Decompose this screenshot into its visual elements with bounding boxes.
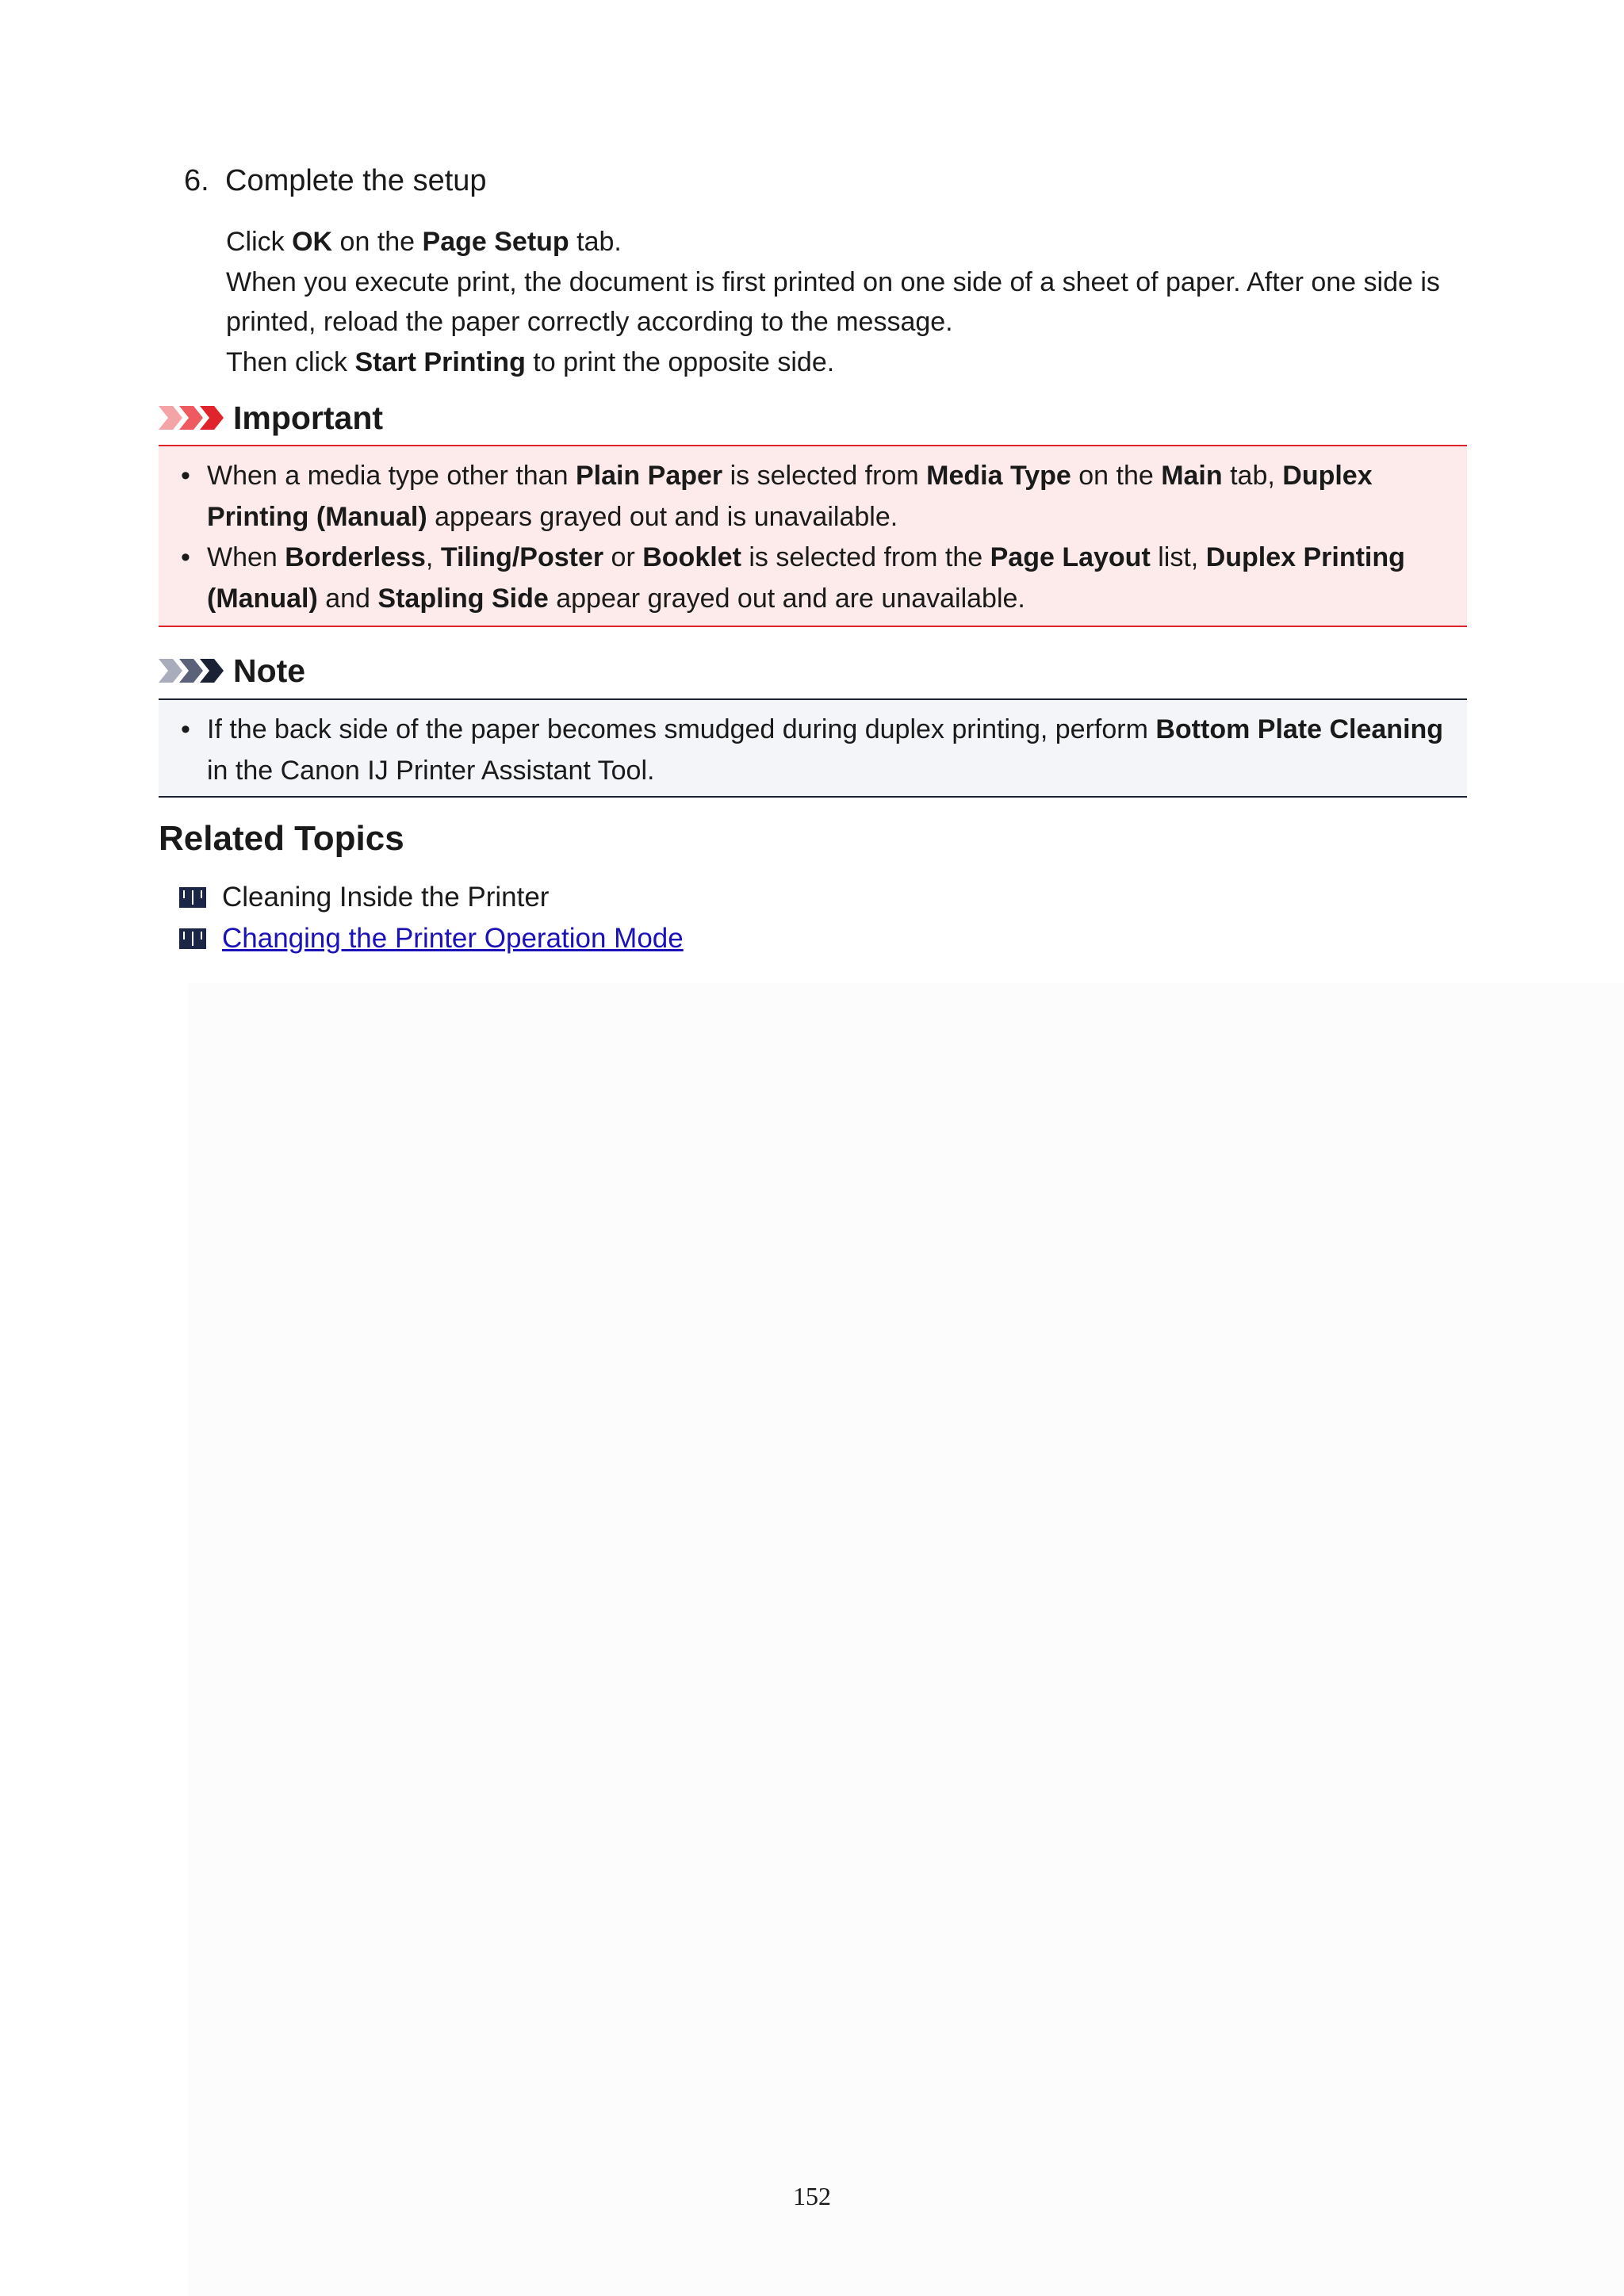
text: or bbox=[603, 542, 643, 572]
text: , bbox=[425, 542, 441, 572]
note-heading bbox=[159, 649, 305, 693]
step-body bbox=[226, 222, 1463, 382]
list-item bbox=[159, 456, 1467, 538]
text: tab, bbox=[1222, 461, 1283, 491]
list-item bbox=[159, 710, 1467, 791]
bold-term: Duplex Printing (Manual) bbox=[207, 461, 1373, 532]
related-topics-list bbox=[179, 877, 684, 959]
bold-term: Borderless bbox=[285, 542, 426, 572]
note-title: Note bbox=[233, 652, 306, 689]
bold-term: Bottom Plate Cleaning bbox=[1155, 714, 1444, 744]
text: is selected from the bbox=[741, 542, 990, 572]
text: list, bbox=[1150, 542, 1206, 572]
step-title: Complete the setup bbox=[225, 164, 487, 197]
triple-chevron-red-icon bbox=[159, 404, 224, 432]
text: tab. bbox=[569, 227, 622, 257]
step-line-2: When you execute print, the document is first printed on one side of a sheet of paper. After one side is printed, reload the paper correctly according to the message. bbox=[226, 266, 1440, 337]
important-heading bbox=[159, 396, 383, 440]
bullet: • bbox=[181, 542, 190, 572]
bullet: • bbox=[181, 714, 190, 744]
text: If the back side of the paper becomes smudged during duplex printing, perform bbox=[207, 714, 1156, 744]
book-icon bbox=[179, 928, 206, 949]
related-item-label: Cleaning Inside the Printer bbox=[222, 882, 550, 913]
note-list bbox=[159, 710, 1467, 791]
text: Click bbox=[226, 227, 293, 257]
related-item-cleaning-inside bbox=[179, 877, 684, 918]
important-box bbox=[159, 445, 1467, 627]
bold-term: Tiling/Poster bbox=[440, 542, 604, 572]
text: on the bbox=[1071, 461, 1162, 491]
note-box bbox=[159, 698, 1467, 798]
list-item bbox=[159, 538, 1467, 619]
bold-term: Plain Paper bbox=[575, 461, 723, 491]
text: appears grayed out and is unavailable. bbox=[427, 501, 898, 532]
bullet: • bbox=[181, 461, 190, 491]
important-list bbox=[159, 456, 1467, 619]
step-heading bbox=[184, 161, 487, 201]
text: is selected from bbox=[722, 461, 927, 491]
text: and bbox=[317, 583, 378, 614]
start-printing-term: Start Printing bbox=[354, 346, 526, 377]
step-number: 6. bbox=[184, 164, 209, 197]
bold-term: Main bbox=[1161, 461, 1223, 491]
bold-term: Media Type bbox=[926, 461, 1071, 491]
page-number: 152 bbox=[793, 2182, 831, 2210]
book-icon bbox=[179, 887, 206, 908]
page-background-shade bbox=[189, 983, 1624, 2296]
related-item-operation-mode[interactable] bbox=[179, 918, 684, 959]
text: to print the opposite side. bbox=[525, 346, 835, 377]
bold-term: Duplex Printing (Manual) bbox=[207, 542, 1405, 614]
related-topics-heading: Related Topics bbox=[159, 819, 404, 858]
changing-operation-mode-link[interactable]: Changing the Printer Operation Mode bbox=[222, 923, 684, 954]
bold-term: Page Layout bbox=[990, 542, 1151, 572]
page-setup-term: Page Setup bbox=[422, 227, 569, 257]
triple-chevron-navy-icon bbox=[159, 656, 224, 685]
bold-term: Booklet bbox=[642, 542, 741, 572]
step-line-3 bbox=[226, 342, 1463, 383]
step-line-1 bbox=[226, 222, 1463, 262]
text: on the bbox=[332, 227, 423, 257]
text: Then click bbox=[226, 346, 355, 377]
text: appear grayed out and are unavailable. bbox=[548, 583, 1025, 614]
text: When bbox=[207, 542, 285, 572]
important-title: Important bbox=[233, 399, 384, 436]
text: When a media type other than bbox=[207, 461, 576, 491]
text: in the Canon IJ Printer Assistant Tool. bbox=[207, 755, 655, 786]
bold-term: Stapling Side bbox=[377, 583, 549, 614]
ok-term: OK bbox=[292, 227, 333, 257]
